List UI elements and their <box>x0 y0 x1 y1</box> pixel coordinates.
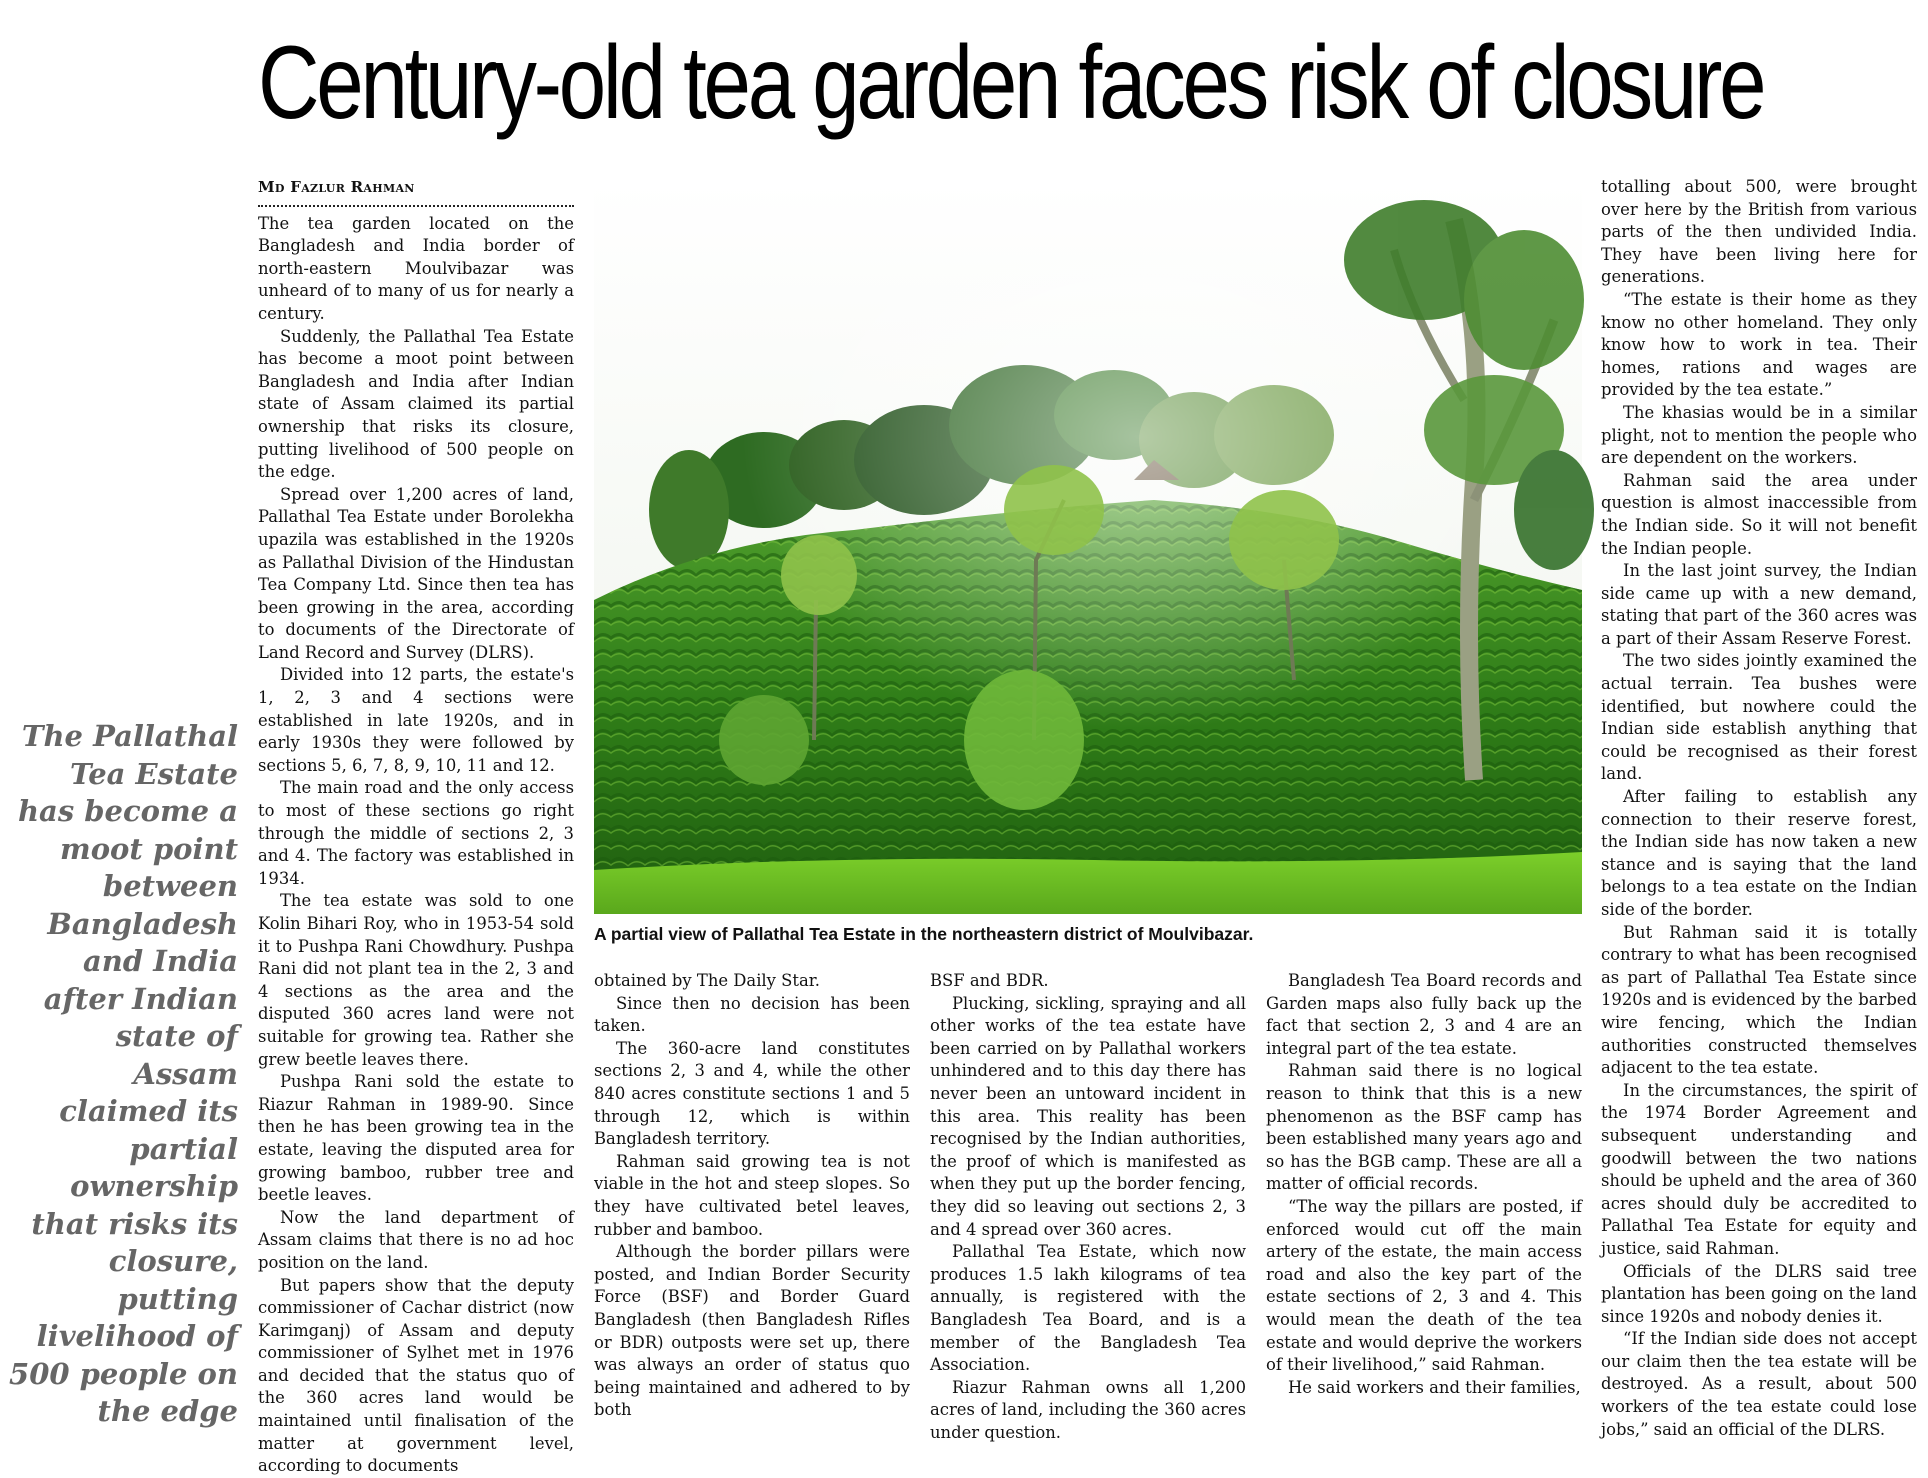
paragraph: The tea garden located on the Bangladesh and India border of north-eastern Moulvibazar was unheard of to many of us for nearly a century. <box>258 213 574 323</box>
paragraph: The main road and the only access to most of these sections go right through the middle of sections 2, 3 and 4. The factory was established in 1934. <box>258 778 574 888</box>
paragraph: BSF and BDR. <box>930 971 1049 990</box>
tea-garden-hillside-photo <box>594 180 1582 914</box>
paragraph: The tea estate was sold to one Kolin Bihari Roy, who in 1953-54 sold it to Pushpa Rani Chowdhury. Pushpa Rani did not plant tea in the 2, 3 and 4 sections as the area and the disputed 360 acres land were not suitable for growing tea. Rather she grew beetle leaves there. <box>258 891 574 1069</box>
paragraph: Suddenly, the Pallathal Tea Estate has become a moot point between Bangladesh and India after Indian state of Assam claimed its partial ownership that risks its closure, putting livelihood of 500 people on the edge. <box>258 326 574 482</box>
paragraph: Officials of the DLRS said tree plantation has been going on the land since 1920s and nobody denies it. <box>1601 1261 1917 1326</box>
paragraph: Since then no decision has been taken. <box>594 993 910 1036</box>
article-column-1 <box>258 176 574 1476</box>
article-column-3 <box>930 970 1246 1442</box>
paragraph: Plucking, sickling, spraying and all other works of the tea estate have been carried on by Pallathal workers unhindered and to this day there has never been an untoward incident in this area. This reality has been recognised by the Indian authorities, the proof of which is manifested as when they put up the border fencing, they did so leaving out sections 2, 3 and 4 spread over 360 acres. <box>930 993 1246 1239</box>
photo-caption: A partial view of Pallathal Tea Estate in the northeastern district of Moulvibazar. <box>594 924 1254 944</box>
paragraph: obtained by The Daily Star. <box>594 971 820 990</box>
paragraph: In the last joint survey, the Indian side came up with a new demand, stating that part of the 360 acres was a part of their Assam Reserve Forest. <box>1601 561 1917 648</box>
paragraph: The khasias would be in a similar plight, not to mention the people who are dependent on the workers. <box>1601 402 1917 468</box>
paragraph: Pallathal Tea Estate, which now produces 1.5 lakh kilograms of tea annually, is registered with the Bangladesh Tea Board, and is a member of the Bangladesh Tea Association. <box>930 1242 1246 1375</box>
article-column-5 <box>1601 176 1917 1439</box>
paragraph: After failing to establish any connection to their reserve forest, the Indian side has now taken a new stance and is saying that the land belongs to a tea estate on the Indian side of the border. <box>1601 787 1917 919</box>
byline: Md Fazlur Rahman <box>258 176 574 207</box>
article-column-2 <box>594 970 910 1420</box>
headline: Century-old tea garden faces risk of closure <box>258 25 1764 141</box>
paragraph: But Rahman said it is totally contrary to what has been recognised as part of Pallathal Tea Estate since 1920s and is evidenced by the barbed wire fencing, which the Indian authorities constructed themselves adjacent to the tea estate. <box>1601 922 1917 1078</box>
tea-garden-photo <box>594 180 1582 914</box>
pull-quote <box>8 718 238 1431</box>
paragraph: The two sides jointly examined the actual terrain. Tea bushes were identified, but nowhere could the Indian side establish anything that could be recognised as their forest land. <box>1601 651 1917 784</box>
paragraph: “The estate is their home as they know no other homeland. They only know how to work in tea. Their homes, rations and wages are provided by the tea estate.” <box>1601 289 1917 400</box>
pull-quote-text: The Pallathal Tea Estate has become a moot point between Bangladesh and India after Indian state of Assam claimed its partial ownership that risks its closure, putting livelihood of 500 people on the edge <box>9 719 238 1428</box>
paragraph: Riazur Rahman owns all 1,200 acres of land, including the 360 acres under question. <box>930 1377 1246 1442</box>
paragraph: totalling about 500, were brought over here by the British from various parts of the then undivided India. They have been living here for generations. <box>1601 177 1917 287</box>
paragraph: The 360-acre land constitutes sections 2, 3 and 4, while the other 840 acres constitute sections 1 and 5 through 12, which is within Bangladesh territory. <box>594 1038 910 1149</box>
paragraph: Bangladesh Tea Board records and Garden maps also fully back up the fact that section 2, 3 and 4 are an integral part of the tea estate. <box>1266 971 1582 1058</box>
paragraph: In the circumstances, the spirit of the 1974 Border Agreement and subsequent understanding and goodwill between the two nations should be upheld and the area of 360 acres should duly be accredited to Pallathal Tea Estate for equity and justice, said Rahman. <box>1601 1080 1917 1258</box>
paragraph: Rahman said the area under question is almost inaccessible from the Indian side. So it will not benefit the Indian people. <box>1601 470 1917 558</box>
paragraph: “The way the pillars are posted, if enforced would cut off the main artery of the estate, the main access road and also the key part of the estate sections of 2, 3 and 4. This would mean the death of the tea estate and would deprive the workers of their livelihood,” said Rahman. <box>1266 1196 1582 1375</box>
paragraph: Rahman said there is no logical reason to think that this is a new phenomenon as the BSF camp has been established many years ago and so has the BGB camp. These are all a matter of official records. <box>1266 1061 1582 1194</box>
paragraph: “If the Indian side does not accept our claim then the tea estate will be destroyed. As a result, about 500 workers of the tea estate could lose jobs,” said an official of the DLRS. <box>1601 1329 1917 1439</box>
paragraph: Divided into 12 parts, the estate's 1, 2, 3 and 4 sections were established in late 1920s, and in early 1930s they were followed by sections 5, 6, 7, 8, 9, 10, 11 and 12. <box>258 665 574 775</box>
paragraph: Now the land department of Assam claims that there is no ad hoc position on the land. <box>258 1207 574 1272</box>
paragraph: Spread over 1,200 acres of land, Pallathal Tea Estate under Borolekha upazila was established in the 1920s as Pallathal Division of the Hindustan Tea Company Ltd. Since then tea has been growing in the area, according to documents of the Directorate of Land Record and Survey (DLRS). <box>258 484 574 662</box>
paragraph: Pushpa Rani sold the estate to Riazur Rahman in 1989-90. Since then he has been growing tea in the estate, leaving the disputed area for growing bamboo, rubber tree and beetle leaves. <box>258 1072 574 1205</box>
paragraph: Rahman said growing tea is not viable in the hot and steep slopes. So they have cultivated betel leaves, rubber and bamboo. <box>594 1151 910 1239</box>
paragraph: But papers show that the deputy commissioner of Cachar district (now Karimganj) of Assam and deputy commissioner of Sylhet met in 1976 and decided that the status quo of the 360 acres land would be maintained until finalisation of the matter at government level, according to documents <box>258 1275 574 1476</box>
paragraph: He said workers and their families, <box>1288 1377 1581 1397</box>
article-column-4 <box>1266 970 1582 1406</box>
paragraph: Although the border pillars were posted, and Indian Border Security Force (BSF) and Border Guard Bangladesh (then Bangladesh Rifles or BDR) outposts were set up, there was always an order of status quo being maintained and adhered to by both <box>594 1242 910 1420</box>
